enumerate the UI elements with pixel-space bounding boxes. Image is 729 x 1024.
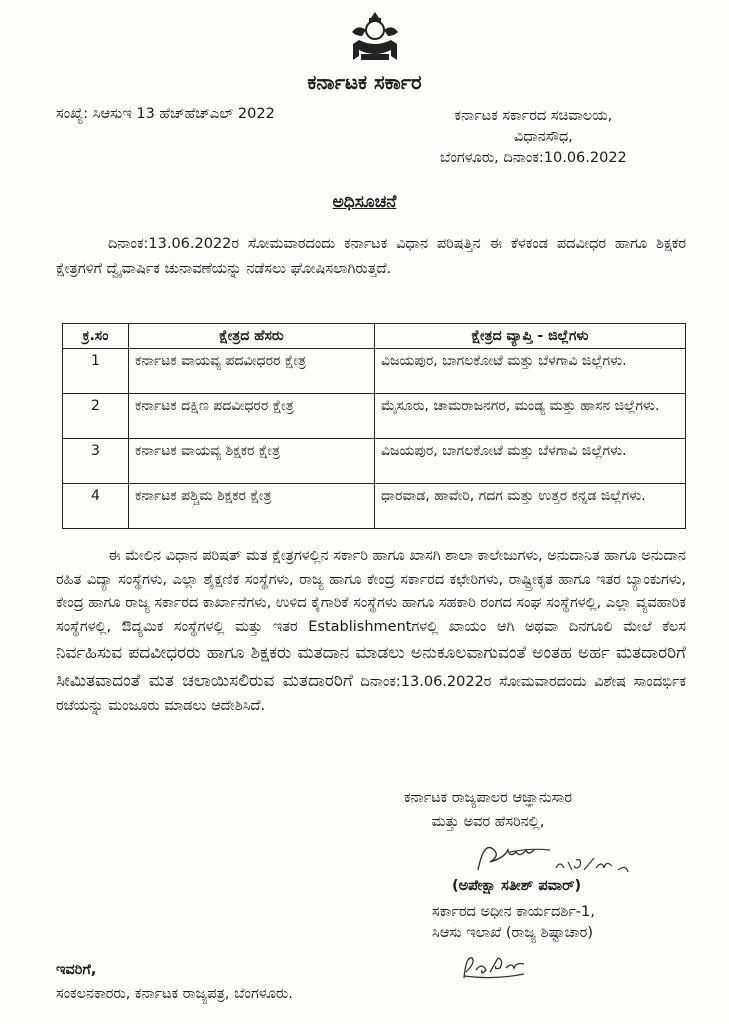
table-row xyxy=(63,484,686,529)
cell-districts: ವಿಜಯಪುರ, ಬಾಗಲಕೋಟೆ ಮತ್ತು ಬೆಳಗಾವಿ ಜಿಲ್ಲೆಗಳು. xyxy=(375,439,686,484)
cell-districts: ಧಾರವಾಡ, ಹಾವೇರಿ, ಗದಗ ಮತ್ತು ಉತ್ತರ ಕನ್ನಡ ಜಿಲ್ಲೆಗಳು. xyxy=(375,484,686,529)
col-header-name: ಕ್ಷೇತ್ರದ ಹೆಸರು xyxy=(129,324,375,349)
cell-name: ಕರ್ನಾಟಕ ದಕ್ಷಿಣ ಪದವೀಧರರ ಕ್ಷೇತ್ರ xyxy=(129,394,375,439)
col-header-districts: ಕ್ಷೇತ್ರದ ವ್ಯಾಪ್ತಿ - ಜಿಲ್ಲೆಗಳು xyxy=(375,324,686,349)
signer-designation xyxy=(432,902,595,944)
body-text-c: ದಿನಾಂಕ:13.06.2022ರ ಸೋಮವಾರದಂದು ವಿಶೇಷ ಸಾಂದರ್ಭಿಕ ರಜೆಯನ್ನು ಮಂಜೂರು ಮಾಡಲು ಆದೇಶಿಸಿದೆ. xyxy=(56,674,686,714)
distribution-to-label: ಇವರಿಗೆ, xyxy=(56,962,97,978)
distribution-recipient: ಸಂಕಲನಕಾರರು, ಕರ್ನಾಟಕ ರಾಜ್ಯಪತ್ರ, ಬೆಂಗಳೂರು. xyxy=(56,986,293,1002)
constituency-table xyxy=(62,323,686,529)
col-header-sl: ಕ್ರ.ಸಂ xyxy=(63,324,129,349)
intro-text: ದಿನಾಂಕ:13.06.2022ರ ಸೋಮವಾರದಂದು ಕರ್ನಾಟಕ ವಿಧಾನ ಪರಿಷತ್ತಿನ ಈ ಕೆಳಕಂಡ ಪದವೀಧರ ಹಾಗೂ ಶಿಕ್ಷಕರ ಕ್ಷೇತ್ರಗಳಿಗೆ ದ್ವೈವಾರ್ಷಿಕ ಚುನಾವಣೆಯನ್ನು ನಡೆಸಲು ಘೋಷಿಸಲಾಗಿರುತ್ತದೆ. xyxy=(56,236,686,277)
office-date: ಬೆಂಗಳೂರು, ದಿನಾಂಕ:10.06.2022 xyxy=(440,150,627,166)
office-address xyxy=(440,106,627,169)
cell-districts: ಮೈಸೂರು, ಚಾಮರಾಜನಗರ, ಮಂಡ್ಯ ಮತ್ತು ಹಾಸನ ಜಿಲ್ಲೆಗಳು. xyxy=(375,394,686,439)
signer-name: (ಅಪೇಕ್ಷಾ ಸತೀಶ್ ಪವಾರ್) xyxy=(452,878,582,894)
body-paragraph xyxy=(56,545,686,719)
order-line-2: ಮತ್ತು ಅವರ ಹೆಸರಿನಲ್ಲಿ, xyxy=(431,814,545,830)
office-line-1: ಕರ್ನಾಟಕ ಸರ್ಕಾರದ ಸಚಿವಾಲಯ, xyxy=(454,108,613,124)
designation-line-2: ಸಿಆಸು ಇಲಾಖೆ (ರಾಜ್ಯ ಶಿಷ್ಟಾಚಾರ) xyxy=(432,925,593,941)
signature-image xyxy=(470,838,640,878)
initials-image xyxy=(458,948,548,984)
intro-paragraph xyxy=(56,232,686,282)
cell-name: ಕರ್ನಾಟಕ ವಾಯವ್ಯ ಪದವೀಧರರ ಕ್ಷೇತ್ರ xyxy=(129,349,375,394)
notification-heading: ಅಧಿಸೂಚನೆ xyxy=(332,192,397,212)
designation-line-1: ಸರ್ಕಾರದ ಅಧೀನ ಕಾರ್ಯದರ್ಶಿ-1, xyxy=(432,904,595,920)
cell-name: ಕರ್ನಾಟಕ ವಾಯವ್ಯ ಶಿಕ್ಷಕರ ಕ್ಷೇತ್ರ xyxy=(129,439,375,484)
cell-sl: 1 xyxy=(63,349,129,394)
reference-number: ಸಂಖ್ಯೆ: ಸಿಆಸುಇ 13 ಹೆಚ್‌ಹೆಚ್‌ಎಲ್ 2022 xyxy=(56,106,275,122)
cell-sl: 4 xyxy=(63,484,129,529)
table-row xyxy=(63,349,686,394)
table-header-row xyxy=(63,324,686,349)
cell-sl: 2 xyxy=(63,394,129,439)
table-row xyxy=(63,394,686,439)
cell-name: ಕರ್ನಾಟಕ ಪಶ್ಚಿಮ ಶಿಕ್ಷಕರ ಕ್ಷೇತ್ರ xyxy=(129,484,375,529)
governor-order xyxy=(404,786,572,834)
order-line-1: ಕರ್ನಾಟಕ ರಾಜ್ಯಪಾಲರ ಆಜ್ಞಾನುಸಾರ xyxy=(404,790,573,806)
table-row xyxy=(63,439,686,484)
body-text-b: ನಿರ್ವಹಿಸುವ ಪದವೀಧರರು ಹಾಗೂ ಶಿಕ್ಷಕರು ಮತದಾನ ಮಾಡಲು ಅನುಕೂಲವಾಗುವಂತೆ ಅಂತಹ ಅರ್ಹ ಮತದಾರರಿಗೆ ಸೀಮಿತವಾದಂತೆ ಮತ ಚಲಾಯಿಸಲಿರುವ ಮತದಾರರಿಗೆ xyxy=(56,643,686,691)
office-line-2: ವಿಧಾನಸೌಧ, xyxy=(513,129,573,145)
cell-districts: ವಿಜಯಪುರ, ಬಾಗಲಕೋಟೆ ಮತ್ತು ಬೆಳಗಾವಿ ಜಿಲ್ಲೆಗಳು. xyxy=(375,349,686,394)
body-text-a: ಈ ಮೇಲಿನ ವಿಧಾನ ಪರಿಷತ್ ಮತ ಕ್ಷೇತ್ರಗಳಲ್ಲಿನ ಸರ್ಕಾರಿ ಹಾಗೂ ಖಾಸಗಿ ಶಾಲಾ ಕಾಲೇಜುಗಳು, ಅನುದಾನಿತ ಹಾಗೂ ಅನುದಾನ ರಹಿತ ವಿದ್ಯಾ ಸಂಸ್ಥೆಗಳು, ಎಲ್ಲಾ ಶೈಕ್ಷಣಿಕ ಸಂಸ್ಥೆಗಳು, ರಾಜ್ಯ ಹಾಗೂ ಕೇಂದ್ರ ಸರ್ಕಾರದ ಕಛೇರಿಗಳು, ರಾಷ್ಟ್ರೀಕೃತ ಹಾಗೂ ಇತರ ಬ್ಯಾಂಕುಗಳು, ಕೇಂದ್ರ ಹಾಗೂ ರಾಜ್ಯ ಸರ್ಕಾರದ ಕಾರ್ಖಾನೆಗಳು, ಉಳಿದ ಕೈಗಾರಿಕೆ ಸಂಸ್ಥೆಗಳು ಹಾಗೂ ಸಹಕಾರಿ ರಂಗದ ಸಂಘ ಸಂಸ್ಥೆಗಳಲ್ಲಿ, ಎಲ್ಲಾ ವ್ಯವಹಾರಿಕ ಸಂಸ್ಥೆಗಳಲ್ಲಿ, ಔದ್ಯಮಿಕ ಸಂಸ್ಥೆಗಳಲ್ಲಿ ಮತ್ತು ಇತರ Establishmentಗಳಲ್ಲಿ ಖಾಯಂ ಆಗಿ ಅಥವಾ ದಿನಗೂಲಿ ಮೇಲೆ ಕೆಲಸ xyxy=(56,548,686,635)
cell-sl: 3 xyxy=(63,439,129,484)
document-title: ಕರ್ನಾಟಕ ಸರ್ಕಾರ xyxy=(307,70,422,94)
state-emblem-icon xyxy=(345,10,405,66)
